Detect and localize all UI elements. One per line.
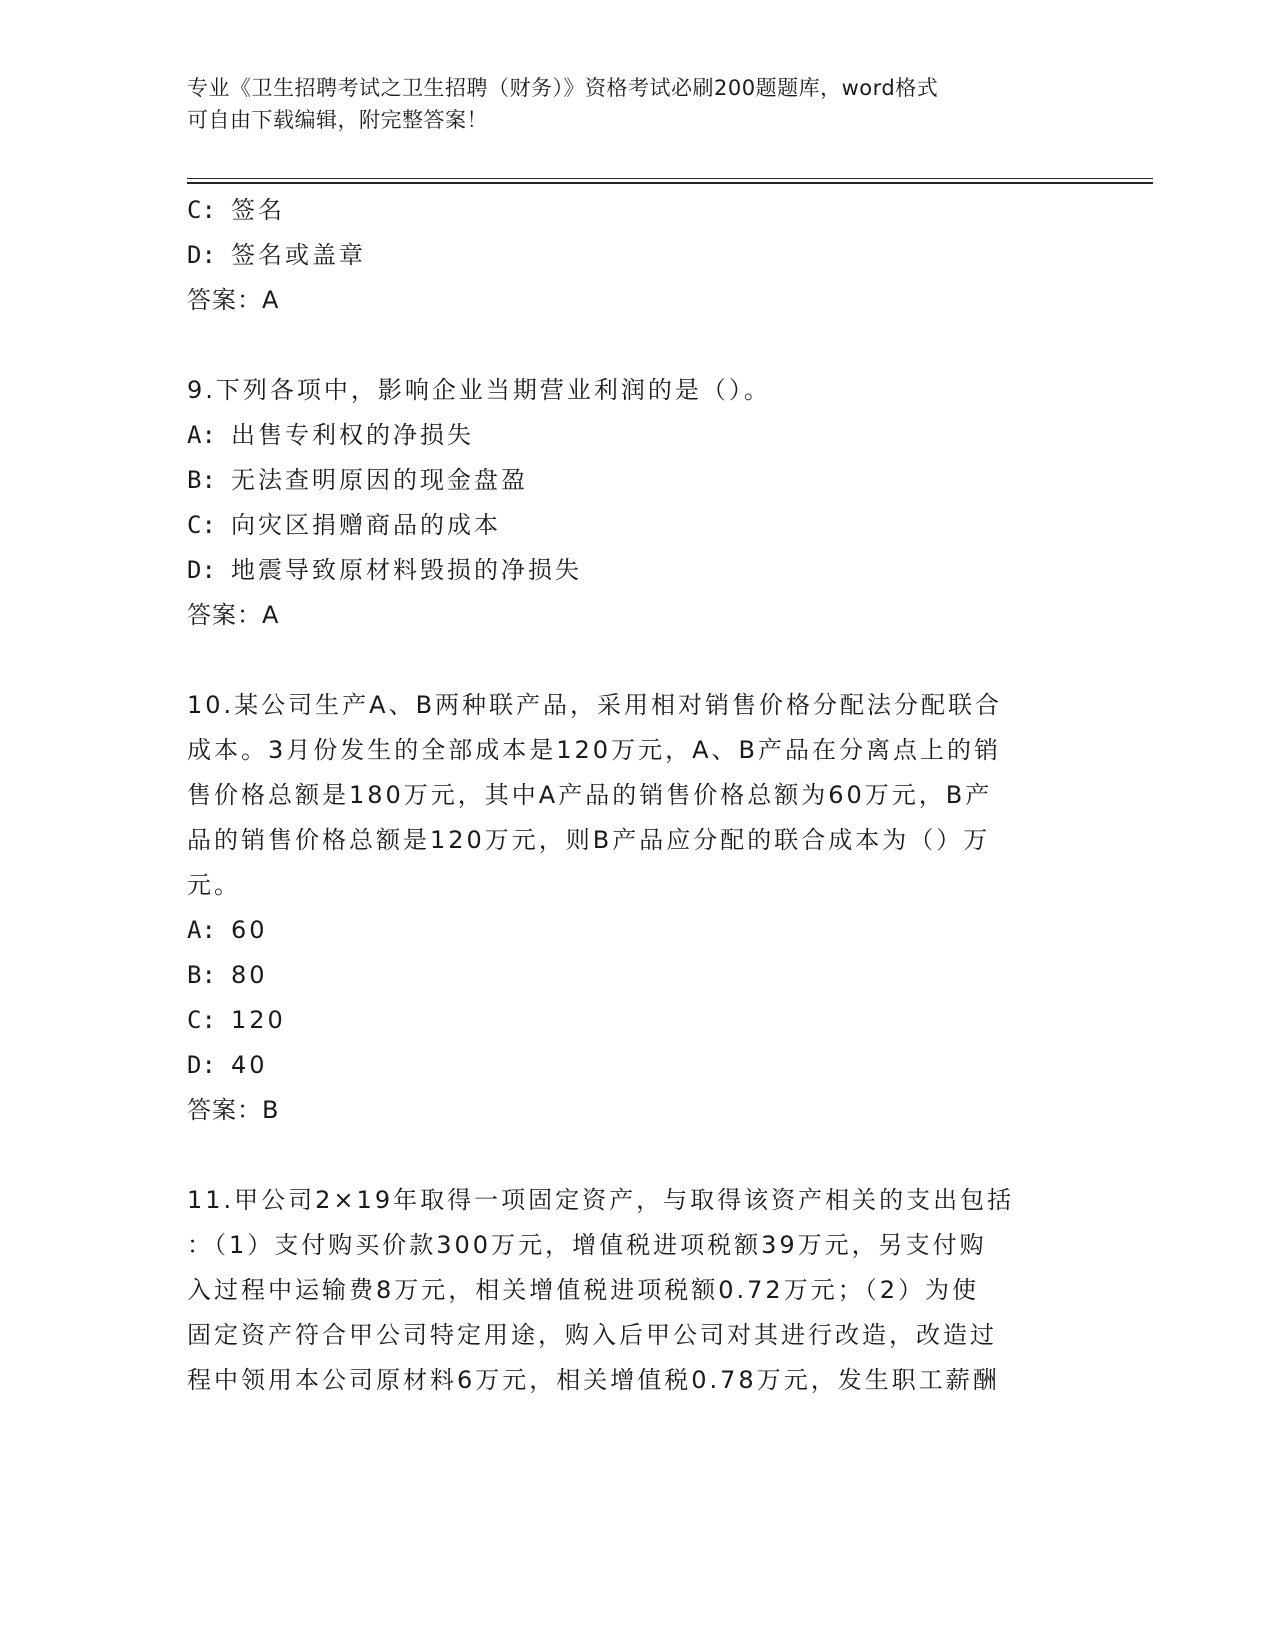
question-10-line-3: 售价格总额是180万元，其中A产品的销售价格总额为60万元，B产 xyxy=(187,781,993,809)
option-letter: C: xyxy=(187,511,216,539)
question-11-line-3: 入过程中运输费8万元，相关增值税进项税额0.72万元；（2）为使 xyxy=(187,1276,979,1304)
question-10-line-2: 成本。3月份发生的全部成本是120万元，A、B产品在分离点上的销 xyxy=(187,736,1001,764)
header-title-line-2: 可自由下载编辑，附完整答案！ xyxy=(187,108,488,132)
answer-line: 答案：B xyxy=(187,1096,280,1124)
option-d xyxy=(187,1043,1087,1088)
question-11-line-5: 程中领用本公司原材料6万元，相关增值税0.78万元，发生职工薪酬 xyxy=(187,1366,1000,1394)
question-11-line-4: 固定资产符合甲公司特定用途，购入后甲公司对其进行改造，改造过 xyxy=(187,1321,997,1349)
answer-line: 答案：A xyxy=(187,601,280,629)
option-text: 无法查明原因的现金盘盈 xyxy=(231,466,528,494)
spacer xyxy=(187,1133,1087,1178)
option-a xyxy=(187,908,1087,953)
header-rule-thick xyxy=(187,182,1153,184)
option-text: 120 xyxy=(231,1006,286,1034)
option-text: 地震导致原材料毁损的净损失 xyxy=(231,556,582,584)
option-letter: C: xyxy=(187,1006,216,1034)
header-title-line-1: 专业《卫生招聘考试之卫生招聘（财务）》资格考试必刷200题题库，word格式 xyxy=(187,76,939,100)
option-letter: A: xyxy=(187,421,216,449)
option-text: 向灾区捐赠商品的成本 xyxy=(231,511,501,539)
option-text: 40 xyxy=(231,1051,268,1079)
answer-line: 答案：A xyxy=(187,286,280,314)
option-c xyxy=(187,503,1087,548)
option-text: 80 xyxy=(231,961,268,989)
option-text: 60 xyxy=(231,916,268,944)
option-d xyxy=(187,548,1087,593)
option-text: 出售专利权的净损失 xyxy=(231,421,474,449)
question-10-line-5: 元。 xyxy=(187,871,241,899)
option-letter: D: xyxy=(187,556,216,584)
header-rule-thin xyxy=(187,178,1153,179)
spacer xyxy=(187,638,1087,683)
question-11-line-2: ：（1）支付购买价款300万元，增值税进项税额39万元，另支付购 xyxy=(187,1231,987,1259)
option-text: 签名或盖章 xyxy=(231,241,366,269)
option-b xyxy=(187,953,1087,998)
option-b xyxy=(187,458,1087,503)
option-c xyxy=(187,998,1087,1043)
spacer xyxy=(187,323,1087,368)
question-10-line-4: 品的销售价格总额是120万元，则B产品应分配的联合成本为（）万 xyxy=(187,826,991,854)
option-letter: B: xyxy=(187,466,216,494)
option-c xyxy=(187,188,1087,233)
question-11-line-1: 11.甲公司2×19年取得一项固定资产，与取得该资产相关的支出包括 xyxy=(187,1186,1015,1214)
option-letter: C: xyxy=(187,196,216,224)
option-letter: D: xyxy=(187,241,216,269)
option-letter: A: xyxy=(187,916,216,944)
option-a xyxy=(187,413,1087,458)
question-9-text: 9.下列各项中，影响企业当期营业利润的是（）。 xyxy=(187,376,771,404)
option-letter: D: xyxy=(187,1051,216,1079)
question-10-line-1: 10.某公司生产A、B两种联产品，采用相对销售价格分配法分配联合 xyxy=(187,691,1003,719)
question-content xyxy=(187,188,1087,1403)
option-d xyxy=(187,233,1087,278)
option-text: 签名 xyxy=(231,196,285,224)
page-header xyxy=(187,72,1067,136)
option-letter: B: xyxy=(187,961,216,989)
